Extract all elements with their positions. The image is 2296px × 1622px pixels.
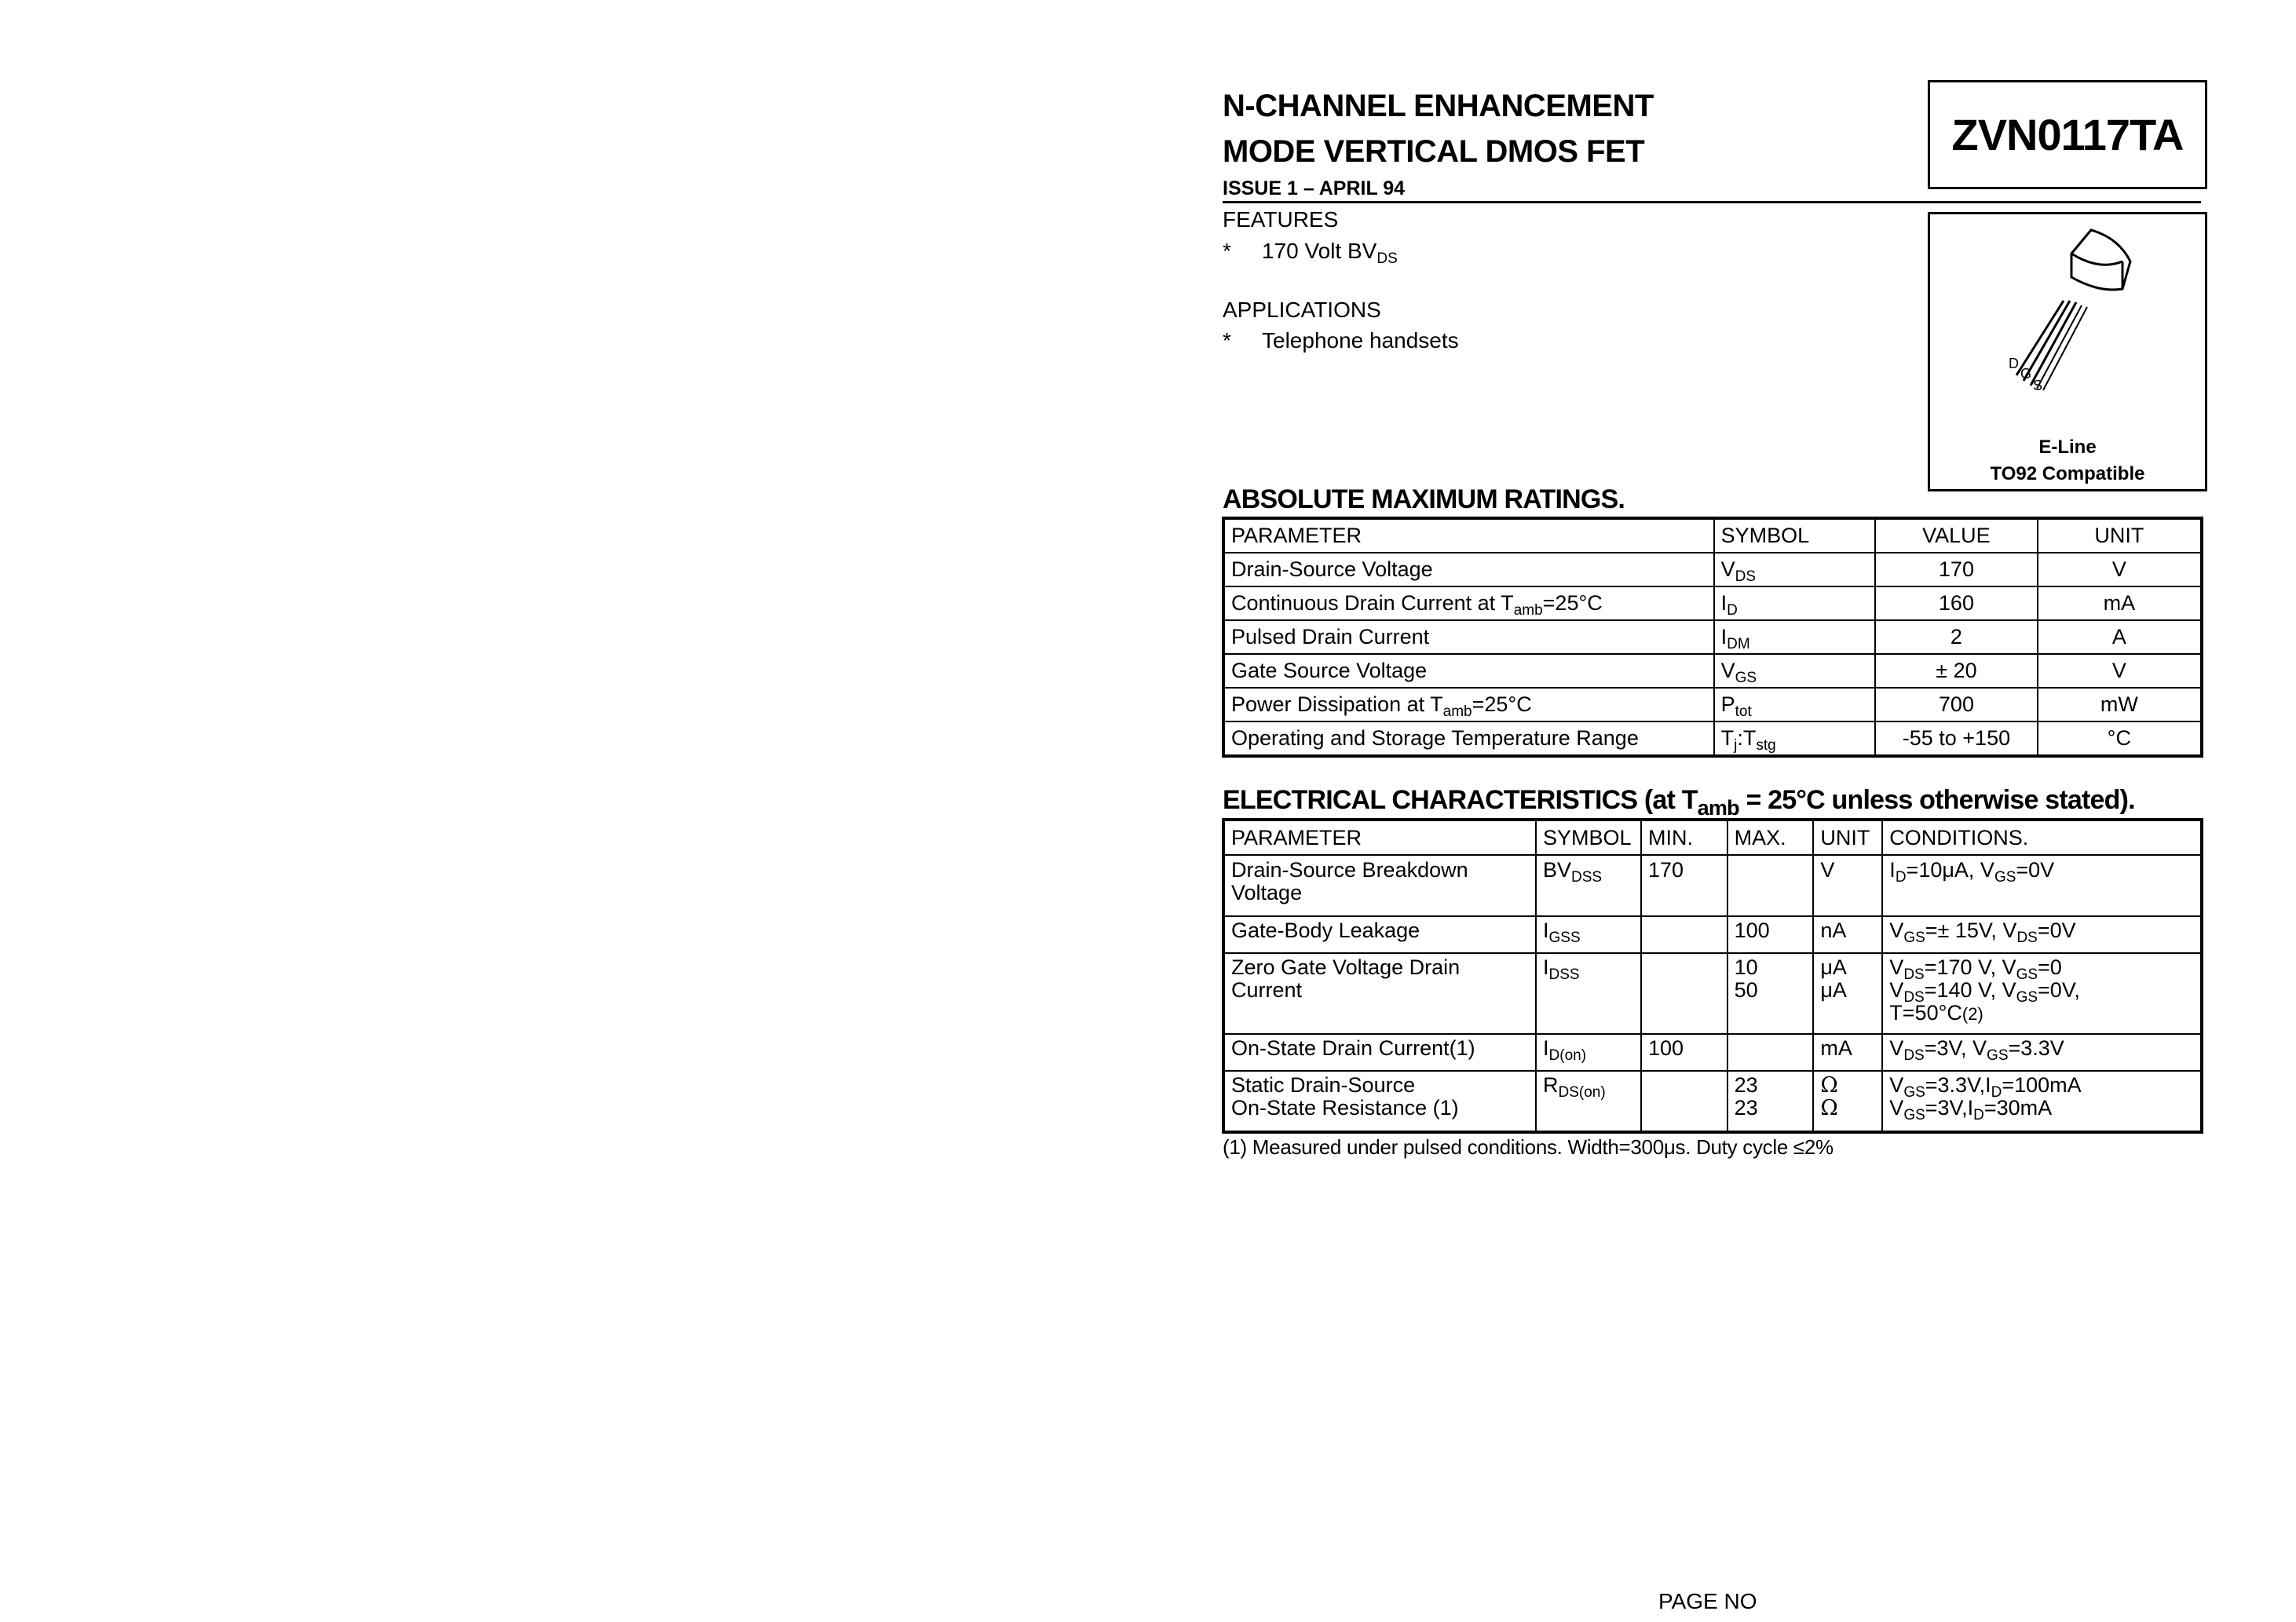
sym-sub: tot: [1735, 703, 1752, 720]
max-cell: [1727, 1071, 1814, 1132]
cond-text: V: [1889, 1073, 1904, 1097]
unit-line: Ω: [1820, 1073, 1838, 1098]
sym-text: T: [1720, 726, 1735, 750]
issue-date: ISSUE 1 – APRIL 94: [1223, 177, 1406, 199]
param-text: Continuous Drain Current at T: [1231, 591, 1514, 615]
unit-line: μA: [1820, 978, 1847, 1002]
sym-sub: stg: [1756, 737, 1776, 754]
part-number-box: [1928, 80, 2207, 189]
feature-text: 170 Volt BV: [1262, 239, 1377, 263]
cond-text: =3V,I: [1925, 1096, 1974, 1120]
cond-sub: GS: [1903, 1107, 1925, 1123]
table-row: [1223, 855, 2202, 916]
pin-s-label: S: [2033, 378, 2043, 393]
cond-sub: D: [1895, 869, 1907, 886]
sym-sub: DM: [1727, 636, 1750, 652]
cond-text: =3.3V,I: [1925, 1073, 1991, 1097]
param-text: =25°C: [1472, 692, 1532, 716]
param-text: Drain-Source Voltage: [1231, 557, 1433, 581]
parameter-cell: [1223, 721, 1714, 756]
conditions-cell: [1882, 855, 2202, 916]
elec-heading: [1223, 785, 2135, 820]
header-cell: UNIT: [1813, 820, 1882, 855]
elec-heading-text: = 25°C unless otherwise stated).: [1738, 785, 2135, 815]
table-header-row: [1223, 820, 2202, 855]
sym-sub: GSS: [1548, 930, 1581, 946]
max-line: 10: [1734, 955, 1758, 979]
cond-sub: GS: [1903, 930, 1925, 946]
cond-line: [1889, 1002, 2194, 1025]
unit-cell: °C: [2038, 721, 2202, 756]
table-row: [1223, 1071, 2202, 1132]
min-cell: [1641, 916, 1727, 953]
min-cell: [1641, 1071, 1727, 1132]
value-cell: 160: [1875, 586, 2037, 620]
symbol-cell: [1714, 553, 1876, 586]
symbol-cell: [1714, 620, 1876, 654]
header-cell: PARAMETER: [1223, 820, 1536, 855]
unit-cell: mA: [2038, 586, 2202, 620]
max-line: 23: [1734, 1096, 1758, 1120]
cond-line: [1889, 955, 2194, 983]
cond-text: =10μA, V: [1906, 858, 1994, 882]
cond-sub: DS: [2016, 930, 2038, 946]
pin-g-label: G: [2020, 366, 2032, 382]
unit-cell: V: [2038, 654, 2202, 688]
header-cell: SYMBOL: [1536, 820, 1641, 855]
header-cell: MAX.: [1727, 820, 1814, 855]
unit-cell: mW: [2038, 688, 2202, 721]
table-row: [1223, 721, 2202, 756]
table-row: [1223, 916, 2202, 953]
max-cell: 100: [1727, 916, 1814, 953]
table-header-row: [1223, 518, 2202, 553]
sym-text: I: [1543, 955, 1549, 979]
symbol-cell: [1714, 586, 1876, 620]
header-cell: MIN.: [1641, 820, 1727, 855]
cond-sub: GS: [2016, 966, 2038, 983]
unit-line: μA: [1820, 955, 1847, 979]
footnote: (1) Measured under pulsed conditions. Width=300μs. Duty cycle ≤2%: [1223, 1135, 1834, 1159]
parameter-cell: [1223, 953, 1536, 1034]
unit-cell: [1813, 1071, 1882, 1132]
cond-text: =0V: [2016, 858, 2055, 882]
sym-sub: D(on): [1548, 1047, 1587, 1064]
conditions-cell: [1882, 1071, 2202, 1132]
unit-cell: nA: [1813, 916, 1882, 953]
min-cell: 170: [1641, 855, 1727, 916]
unit-cell: V: [2038, 553, 2202, 586]
param-text: Gate Source Voltage: [1231, 659, 1428, 682]
sym-sub: D: [1727, 602, 1738, 619]
value-cell: 2: [1875, 620, 2037, 654]
parameter-cell: [1223, 688, 1714, 721]
cond-text: I: [1889, 858, 1896, 882]
sym-sub: DS: [1735, 568, 1757, 585]
cond-note: (2): [1961, 1004, 1983, 1024]
cond-text: =170 V, V: [1924, 955, 2016, 979]
sym-text: R: [1543, 1073, 1559, 1097]
applications-heading: APPLICATIONS: [1223, 298, 1381, 322]
package-caption-1: E-Line: [2038, 437, 2097, 458]
table-row: [1223, 688, 2202, 721]
parameter-cell: [1223, 620, 1714, 654]
param-line: Zero Gate Voltage Drain: [1231, 955, 1461, 979]
parameter-cell: Gate-Body Leakage: [1223, 916, 1536, 953]
header-cell: PARAMETER: [1223, 518, 1714, 553]
param-line: Static Drain-Source: [1231, 1073, 1416, 1097]
bullet: *: [1223, 328, 1231, 353]
table-row: [1223, 586, 2202, 620]
feature-item: [1223, 239, 1398, 267]
value-cell: ± 20: [1875, 654, 2037, 688]
cond-text: =3V, V: [1924, 1036, 1987, 1060]
param-text: Power Dissipation at T: [1231, 692, 1443, 716]
cond-sub: GS: [2016, 989, 2038, 1006]
unit-cell: [1813, 953, 1882, 1034]
application-item: [1223, 330, 1459, 352]
sym-text: I: [1720, 591, 1727, 615]
table-row: [1223, 953, 2202, 1034]
param-line: Current: [1231, 978, 1303, 1002]
symbol-cell: [1714, 654, 1876, 688]
table-row: [1223, 620, 2202, 654]
elec-table: [1222, 818, 2203, 1134]
symbol-cell: [1536, 1034, 1641, 1071]
cond-text: V: [1889, 919, 1904, 942]
header-rule: [1223, 201, 2201, 203]
pin-d-label: D: [2009, 356, 2019, 371]
title-line-2: MODE VERTICAL DMOS FET: [1223, 134, 1645, 169]
param-sub: amb: [1513, 602, 1543, 619]
symbol-cell: [1536, 953, 1641, 1034]
cond-text: V: [1889, 1036, 1904, 1060]
sym-text: I: [1543, 1036, 1549, 1060]
cond-text: T=50°C: [1889, 1001, 1962, 1025]
max-cell: [1727, 855, 1814, 916]
package-caption-2: TO92 Compatible: [1990, 463, 2145, 484]
symbol-cell: [1714, 721, 1876, 756]
sym-sub: DSS: [1548, 966, 1580, 983]
application-text: Telephone handsets: [1262, 328, 1459, 353]
table-row: [1223, 654, 2202, 688]
cond-text: =0V: [2037, 919, 2076, 942]
cond-sub: DS: [1903, 989, 1925, 1006]
sym-sub: DS(on): [1558, 1084, 1606, 1101]
package-box: [1928, 212, 2207, 491]
features-heading: FEATURES: [1223, 207, 1339, 232]
unit-cell: mA: [1813, 1034, 1882, 1071]
feature-sub: DS: [1377, 250, 1398, 267]
cond-text: =0: [2038, 955, 2062, 979]
cond-text: V: [1889, 955, 1904, 979]
sym-text: I: [1543, 919, 1549, 942]
sym-text: :T: [1737, 726, 1757, 750]
param-text: Operating and Storage Temperature Range: [1231, 726, 1639, 750]
title-line-1: N-CHANNEL ENHANCEMENT: [1223, 89, 1654, 123]
parameter-cell: [1223, 654, 1714, 688]
cond-text: =± 15V, V: [1925, 919, 2017, 942]
param-line: Drain-Source Breakdown: [1231, 858, 1468, 882]
unit-cell: V: [1813, 855, 1882, 916]
max-line: 50: [1734, 978, 1758, 1002]
cond-line: [1889, 978, 2194, 1006]
cond-sub: GS: [1987, 1047, 2009, 1064]
sym-text: P: [1720, 692, 1735, 716]
header-cell: SYMBOL: [1714, 518, 1876, 553]
cond-sub: GS: [1903, 1084, 1925, 1101]
sym-sub: DSS: [1571, 869, 1603, 886]
cond-text: =0V,: [2038, 978, 2080, 1002]
header-cell: CONDITIONS.: [1882, 820, 2202, 855]
cond-sub: D: [1973, 1107, 1984, 1123]
cond-text: =3.3V: [2008, 1036, 2064, 1060]
symbol-cell: [1536, 1071, 1641, 1132]
value-cell: 170: [1875, 553, 2037, 586]
symbol-cell: [1536, 916, 1641, 953]
conditions-cell: [1882, 916, 2202, 953]
abs-max-heading: ABSOLUTE MAXIMUM RATINGS.: [1223, 484, 1625, 514]
sym-text: V: [1720, 557, 1735, 581]
param-text: Pulsed Drain Current: [1231, 625, 1430, 648]
min-cell: [1641, 953, 1727, 1034]
sym-sub: GS: [1735, 670, 1757, 686]
elec-heading-sub: amb: [1697, 796, 1739, 820]
elec-heading-text: ELECTRICAL CHARACTERISTICS (at T: [1223, 785, 1698, 815]
cond-text: V: [1889, 1096, 1904, 1120]
cond-sub: GS: [1994, 869, 2016, 886]
max-line: 23: [1734, 1073, 1758, 1097]
cond-text: =100mA: [2002, 1073, 2082, 1097]
to92-package-icon: [1930, 214, 2205, 418]
header-cell: UNIT: [2038, 518, 2202, 553]
sym-text: V: [1720, 659, 1735, 682]
parameter-cell: [1223, 855, 1536, 916]
max-cell: [1727, 953, 1814, 1034]
cond-text: =30mA: [1983, 1096, 2053, 1120]
parameter-cell: [1223, 1071, 1536, 1132]
unit-cell: A: [2038, 620, 2202, 654]
param-line: Voltage: [1231, 881, 1303, 904]
param-text: =25°C: [1542, 591, 1603, 615]
param-line: On-State Resistance (1): [1231, 1096, 1459, 1120]
conditions-cell: [1882, 953, 2202, 1034]
parameter-cell: [1223, 586, 1714, 620]
min-cell: 100: [1641, 1034, 1727, 1071]
sym-sub: j: [1734, 737, 1738, 754]
conditions-cell: [1882, 1034, 2202, 1071]
cond-sub: DS: [1903, 1047, 1925, 1064]
header-cell: VALUE: [1875, 518, 2037, 553]
cond-sub: DS: [1903, 966, 1925, 983]
cond-line: [1889, 1096, 2194, 1123]
cond-text: V: [1889, 978, 1904, 1002]
part-number: ZVN0117TA: [1951, 110, 2184, 159]
symbol-cell: [1536, 855, 1641, 916]
page-number: PAGE NO: [1658, 1589, 1757, 1613]
sym-text: I: [1720, 625, 1727, 648]
value-cell: 700: [1875, 688, 2037, 721]
symbol-cell: [1714, 688, 1876, 721]
cond-sub: D: [1991, 1084, 2002, 1101]
table-row: [1223, 553, 2202, 586]
parameter-cell: [1223, 553, 1714, 586]
table-row: [1223, 1034, 2202, 1071]
max-cell: [1727, 1034, 1814, 1071]
bullet: *: [1223, 239, 1231, 263]
unit-line: Ω: [1820, 1096, 1838, 1120]
param-sub: amb: [1442, 703, 1472, 720]
parameter-cell: On-State Drain Current(1): [1223, 1034, 1536, 1071]
cond-line: [1889, 1073, 2194, 1101]
sym-text: BV: [1543, 858, 1572, 882]
value-cell: -55 to +150: [1875, 721, 2037, 756]
cond-text: =140 V, V: [1924, 978, 2016, 1002]
abs-max-table: [1222, 517, 2203, 758]
